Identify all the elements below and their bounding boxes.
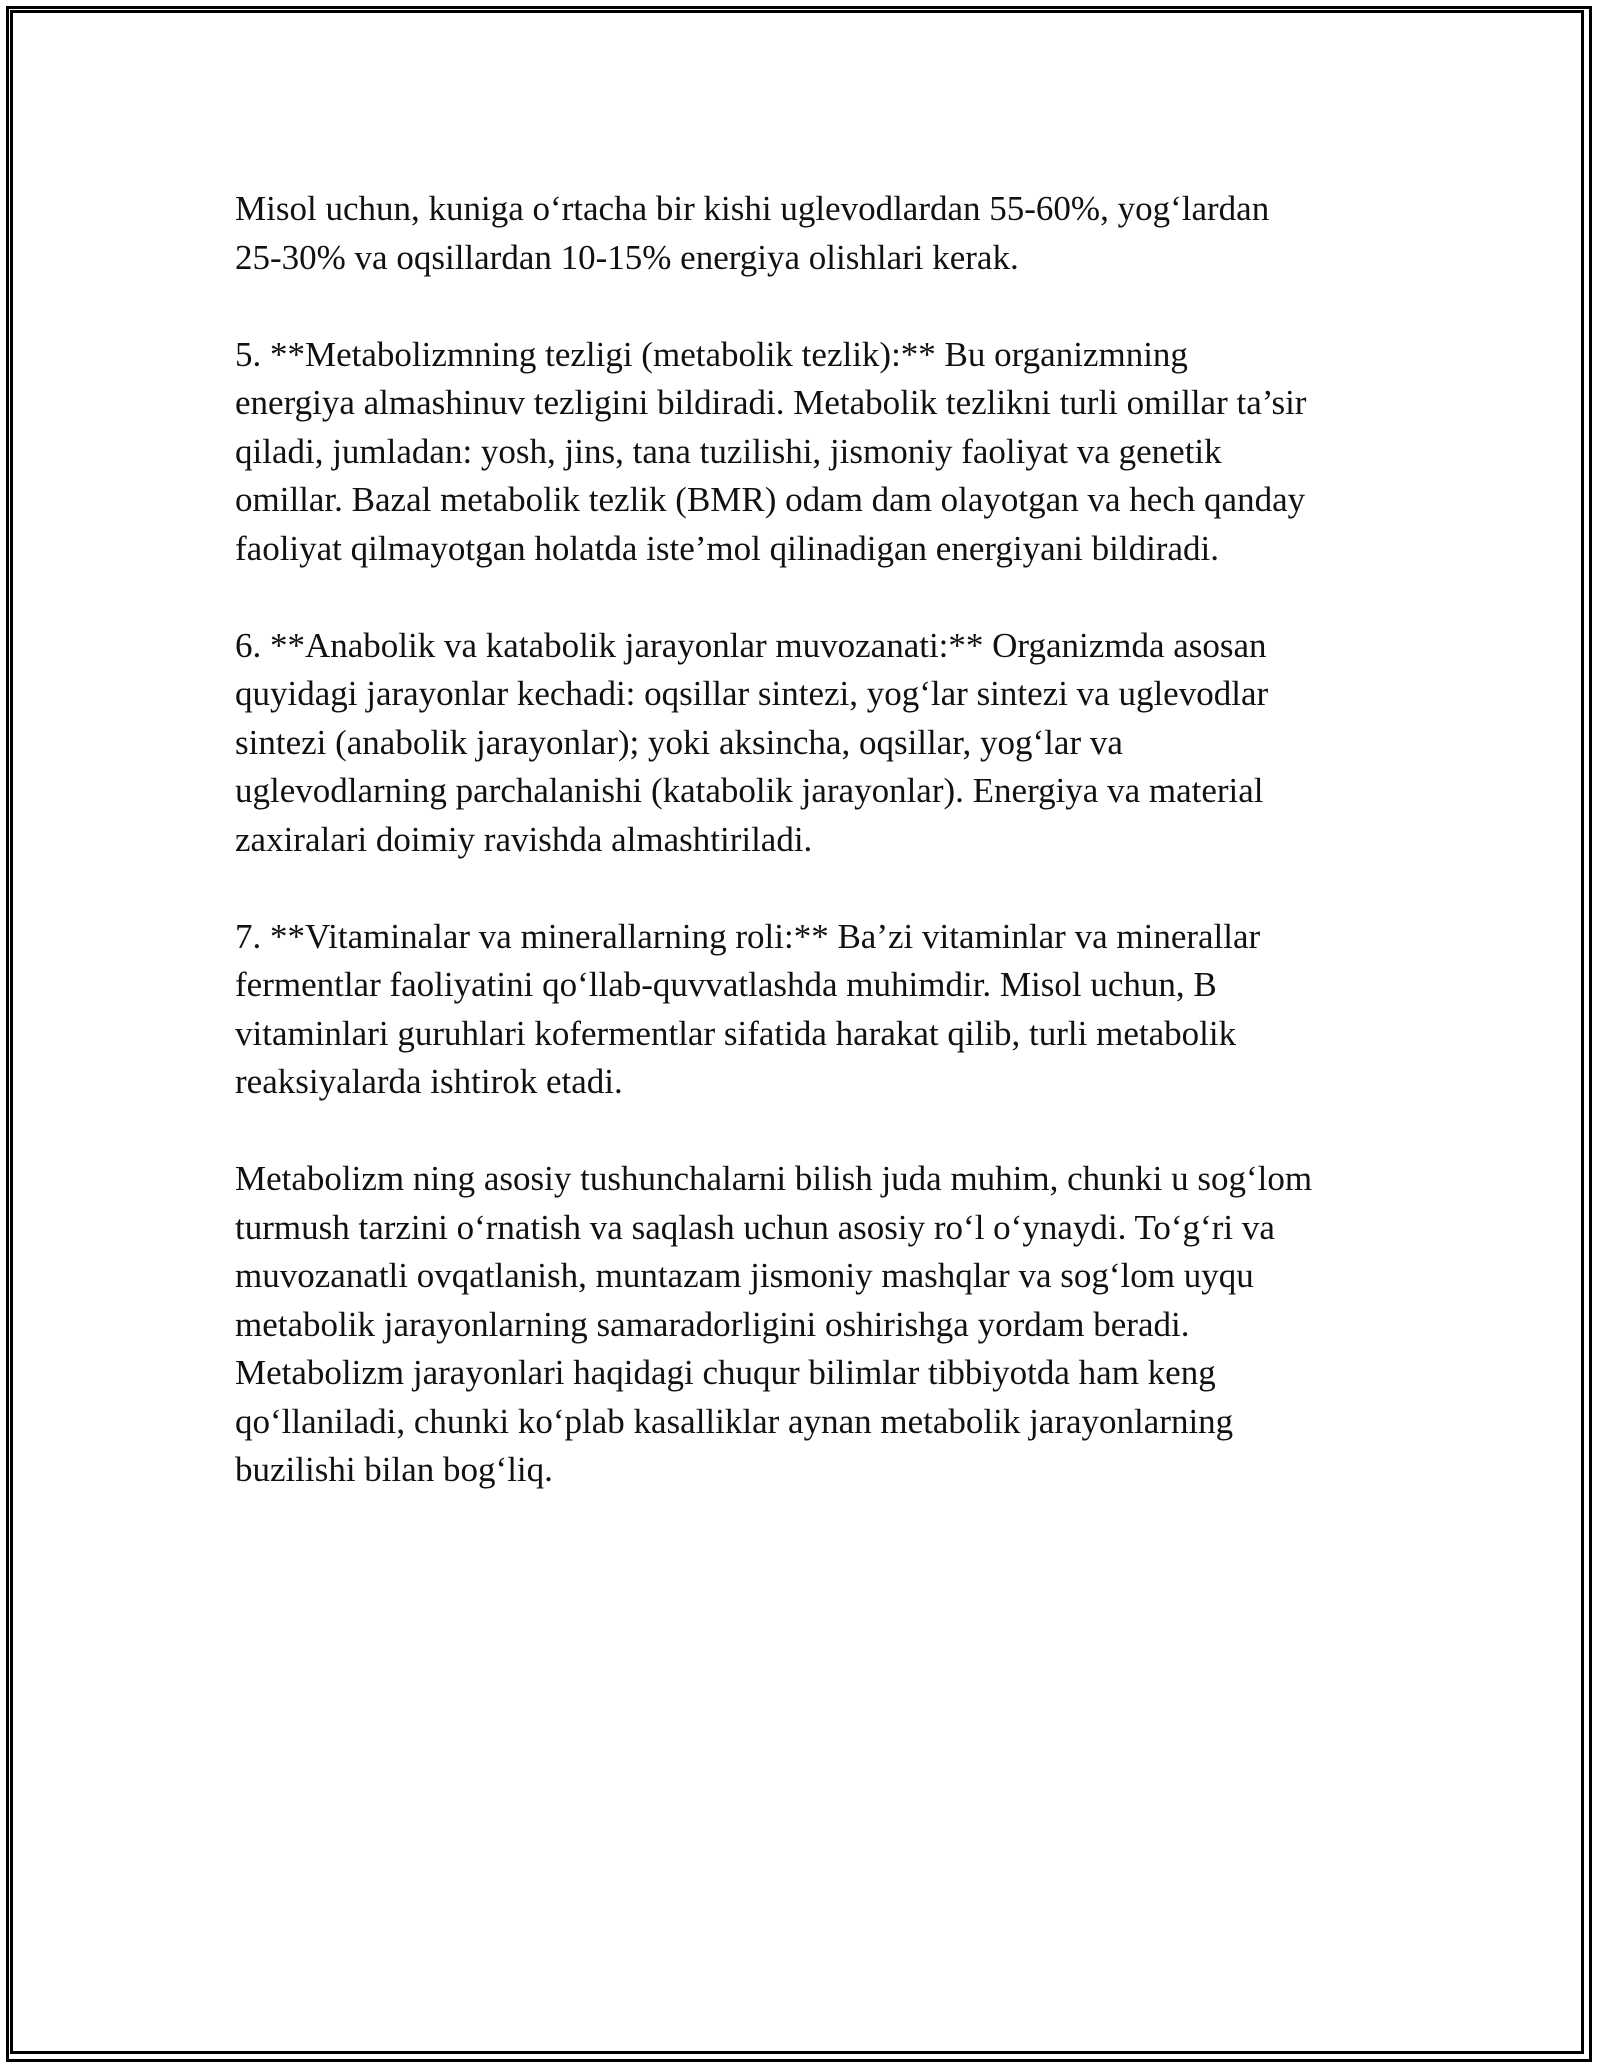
text-line: buzilishi bilan bogʻliq. [235, 1450, 553, 1489]
text-line: turmush tarzini oʻrnatish va saqlash uchun asosiy roʻl oʻynaydi. Toʻgʻri va [235, 1207, 1275, 1247]
paragraph-conclusion [235, 1155, 1365, 1495]
text-line: qiladi, jumladan: yosh, jins, tana tuzilishi, jismoniy faoliyat va genetik [235, 431, 1222, 471]
paragraph-metabolic-rate [235, 331, 1365, 574]
text-line: qoʻllaniladi, chunki koʻplab kasalliklar aynan metabolik jarayonlarning [235, 1401, 1234, 1441]
paragraph-vitamins-minerals [235, 913, 1365, 1107]
text-line: faoliyat qilmayotgan holatda iste’mol qilinadigan energiyani bildiradi. [235, 528, 1219, 568]
text-line: energiya almashinuv tezligini bildiradi. Metabolik tezlikni turli omillar ta’sir [235, 383, 1307, 422]
text-line: quyidagi jarayonlar kechadi: oqsillar sintezi, yogʻlar sintezi va uglevodlar [235, 674, 1269, 713]
text-line: metabolik jarayonlarning samaradorligini oshirishga yordam beradi. [235, 1304, 1190, 1344]
text-line: reaksiyalarda ishtirok etadi. [235, 1062, 623, 1101]
text-line: zaxiralari doimiy ravishda almashtiriladi. [235, 819, 813, 859]
text-line: muvozanatli ovqatlanish, muntazam jismoniy mashqlar va sogʻlom uyqu [235, 1256, 1254, 1295]
text-line: Metabolizm jarayonlari haqidagi chuqur bilimlar tibbiyotda ham keng [235, 1353, 1216, 1392]
text-line: uglevodlarning parchalanishi (katabolik jarayonlar). Energiya va material [235, 771, 1264, 810]
paragraph-anabolic-catabolic [235, 622, 1365, 865]
text-line: 25-30% va oqsillardan 10-15% energiya olishlari kerak. [235, 237, 1019, 277]
text-line: omillar. Bazal metabolik tezlik (BMR) odam dam olayotgan va hech qanday [235, 480, 1306, 519]
text-line: 6. **Anabolik va katabolik jarayonlar muvozanati:** Organizmda asosan [235, 625, 1267, 665]
text-line: 7. **Vitaminalar va minerallarning roli:** Ba’zi vitaminlar va minerallar [235, 916, 1261, 956]
text-line: sintezi (anabolik jarayonlar); yoki aksincha, oqsillar, yogʻlar va [235, 722, 1123, 762]
text-line: Misol uchun, kuniga oʻrtacha bir kishi uglevodlardan 55-60%, yogʻlardan [235, 189, 1270, 228]
document-body [235, 185, 1365, 1543]
paragraph-intro [235, 185, 1365, 282]
text-line: 5. **Metabolizmning tezligi (metabolik tezlik):** Bu organizmning [235, 334, 1188, 374]
text-line: vitaminlari guruhlari kofermentlar sifatida harakat qilib, turli metabolik [235, 1013, 1237, 1053]
text-line: Metabolizm ning asosiy tushunchalarni bilish juda muhim, chunki u sogʻlom [235, 1159, 1313, 1198]
text-line: fermentlar faoliyatini qoʻllab-quvvatlashda muhimdir. Misol uchun, B [235, 965, 1217, 1004]
